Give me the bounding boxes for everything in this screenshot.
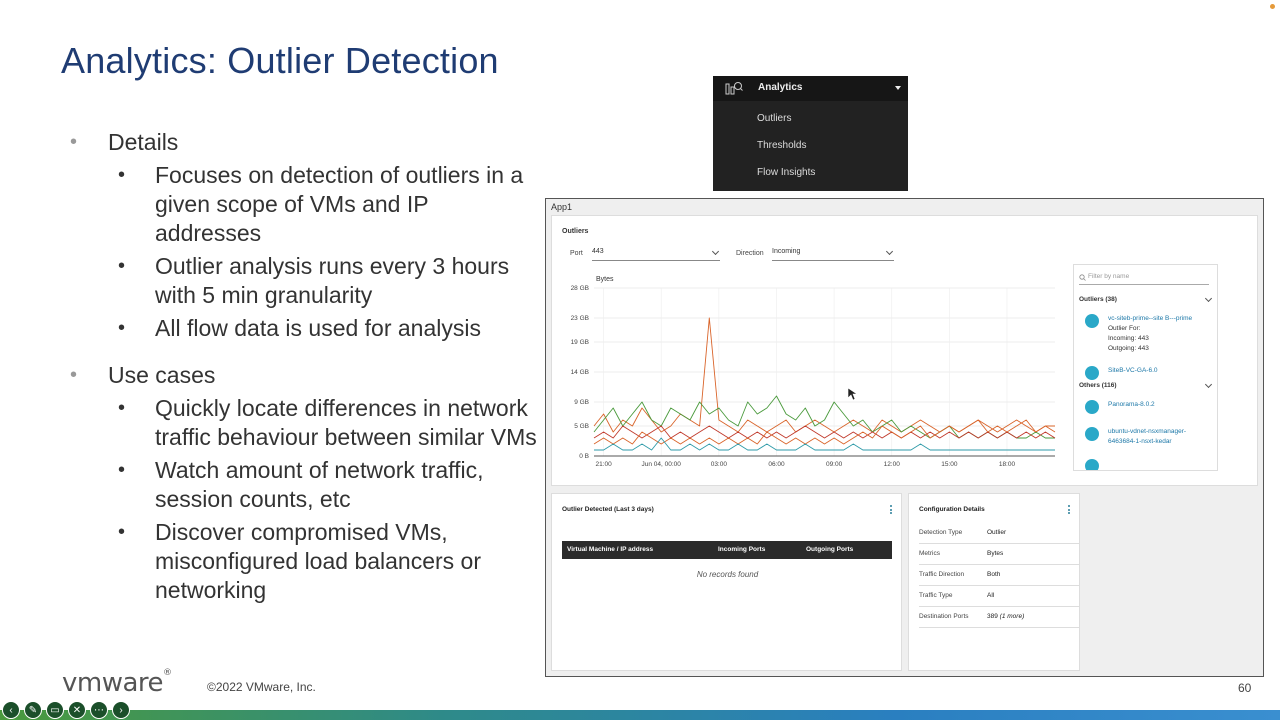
others-group-header[interactable]: Others (116): [1079, 382, 1117, 389]
section-heading: • Details: [70, 129, 179, 155]
vmware-logo: vmware®: [62, 668, 172, 698]
config-row: Traffic Direction Both: [919, 564, 1079, 586]
bullet-item: • Focuses on detection of outliers in a given scope of VMs and IP addresses: [118, 162, 524, 246]
menu-item-flow-insights[interactable]: Flow Insights: [757, 167, 816, 178]
player-controls: [2, 701, 130, 719]
section-heading: • Use cases: [70, 362, 216, 388]
page-number: 60: [1238, 681, 1252, 695]
recording-indicator: [1270, 4, 1275, 9]
config-row: Traffic Type All: [919, 585, 1079, 607]
bullet-item: • Outlier analysis runs every 3 hours with 5 min granularity: [118, 253, 510, 308]
y-tick-label: 19 GB: [570, 339, 589, 346]
analytics-menu: [713, 76, 908, 191]
y-tick-label: 23 GB: [570, 315, 589, 322]
vm-icon: [1085, 427, 1099, 441]
outliers-card: [551, 215, 1258, 486]
caret-down-icon: [895, 86, 901, 90]
series-line-red: [594, 426, 1055, 438]
search-icon: [1079, 274, 1086, 281]
config-row: Destination Ports 389 (1 more): [919, 606, 1079, 628]
table-header: [562, 541, 892, 559]
direction-label: Direction: [736, 250, 764, 257]
empty-state-text: No records found: [696, 570, 759, 579]
vm-icon: [1085, 366, 1099, 380]
y-tick-label: 9 GB: [574, 399, 589, 406]
outlier-detected-card: [551, 493, 902, 671]
x-tick-label: 15:00: [941, 461, 958, 468]
port-label: Port: [570, 250, 583, 257]
port-select[interactable]: 443: [592, 248, 720, 261]
direction-select[interactable]: Incoming: [772, 248, 894, 261]
chart-ylabel: Bytes: [596, 276, 614, 283]
outliers-card-title: Outliers: [562, 228, 589, 235]
video-off-icon[interactable]: ✕: [68, 701, 86, 719]
column-header[interactable]: Outgoing Ports: [806, 546, 854, 553]
chevron-down-icon[interactable]: [1205, 295, 1212, 302]
pen-icon[interactable]: ✎: [24, 701, 42, 719]
series-line-orange: [594, 318, 1055, 432]
chevron-down-icon[interactable]: [1205, 381, 1212, 388]
x-tick-label: 06:00: [768, 461, 785, 468]
bullet-item: • All flow data is used for analysis: [118, 315, 481, 341]
analytics-icon: [725, 81, 743, 95]
bullet-item: • Watch amount of network traffic, session counts, etc: [118, 457, 484, 512]
mouse-cursor-icon: [848, 388, 857, 400]
chart-series: [594, 318, 1055, 450]
filter-input[interactable]: Filter by name: [1079, 273, 1209, 285]
kebab-menu-icon[interactable]: [890, 505, 892, 516]
configuration-details-card: [908, 493, 1080, 671]
chart-ticks: [571, 285, 1016, 468]
copyright: ©2022 VMware, Inc.: [207, 680, 316, 694]
outliers-list-panel: Filter by name Outliers (38) vc-siteb-prime--site B---prime Outlier For: Incoming: 443 Outgoing: 443 SiteB-VC-GA-6.0 Others (116) Panorama-8.0.2 ubuntu-vdnet-nsxmanager- 6463684-1-nsxt-kedar: [1073, 264, 1218, 471]
outlier-detected-title: Outlier Detected (Last 3 days): [562, 506, 654, 513]
outliers-group-header[interactable]: Outliers (38): [1079, 296, 1117, 303]
forward-icon[interactable]: ›: [112, 701, 130, 719]
x-tick-label: 03:00: [710, 461, 727, 468]
app-window: [545, 198, 1264, 677]
bullet-item: • Discover compromised VMs, misconfigured load balancers or networking: [118, 519, 482, 603]
slide-title: Analytics: Outlier Detection: [61, 40, 499, 81]
app-title: App1: [551, 202, 573, 212]
y-tick-label: 14 GB: [570, 369, 589, 376]
more-link[interactable]: (1 more): [999, 613, 1025, 620]
y-tick-label: 28 GB: [570, 285, 589, 292]
column-header[interactable]: Virtual Machine / IP address: [567, 546, 654, 553]
x-tick-label: 18:00: [998, 461, 1016, 468]
captions-icon[interactable]: ▭: [46, 701, 64, 719]
more-icon[interactable]: ⋯: [90, 701, 108, 719]
config-row: Detection Type Outlier: [919, 522, 1079, 544]
kebab-menu-icon[interactable]: [1068, 505, 1070, 516]
column-header[interactable]: Incoming Ports: [718, 546, 766, 553]
back-icon[interactable]: ‹: [2, 701, 20, 719]
bullet-list: [70, 128, 540, 605]
y-tick-label: 5 GB: [574, 423, 589, 430]
menu-item-thresholds[interactable]: Thresholds: [757, 140, 807, 151]
configuration-details-title: Configuration Details: [919, 506, 985, 513]
menu-item-outliers[interactable]: Outliers: [757, 113, 792, 124]
config-row: Metrics Bytes: [919, 543, 1079, 565]
bullet-item: • Quickly locate differences in network traffic behaviour between similar VMs: [118, 395, 537, 450]
x-tick-label: 12:00: [883, 461, 900, 468]
bottom-accent-bar: [0, 710, 1280, 720]
vm-icon: [1085, 400, 1099, 414]
x-tick-label: 21:00: [595, 461, 612, 468]
x-tick-label: Jun 04, 00:00: [641, 461, 681, 468]
y-tick-label: 0 B: [579, 453, 589, 460]
outlier-chart[interactable]: [552, 216, 1067, 486]
analytics-menu-header[interactable]: [713, 76, 908, 101]
x-tick-label: 09:00: [825, 461, 843, 468]
vm-icon: [1085, 314, 1099, 328]
vm-icon: [1085, 459, 1099, 471]
analytics-menu-title: Analytics: [758, 82, 803, 93]
